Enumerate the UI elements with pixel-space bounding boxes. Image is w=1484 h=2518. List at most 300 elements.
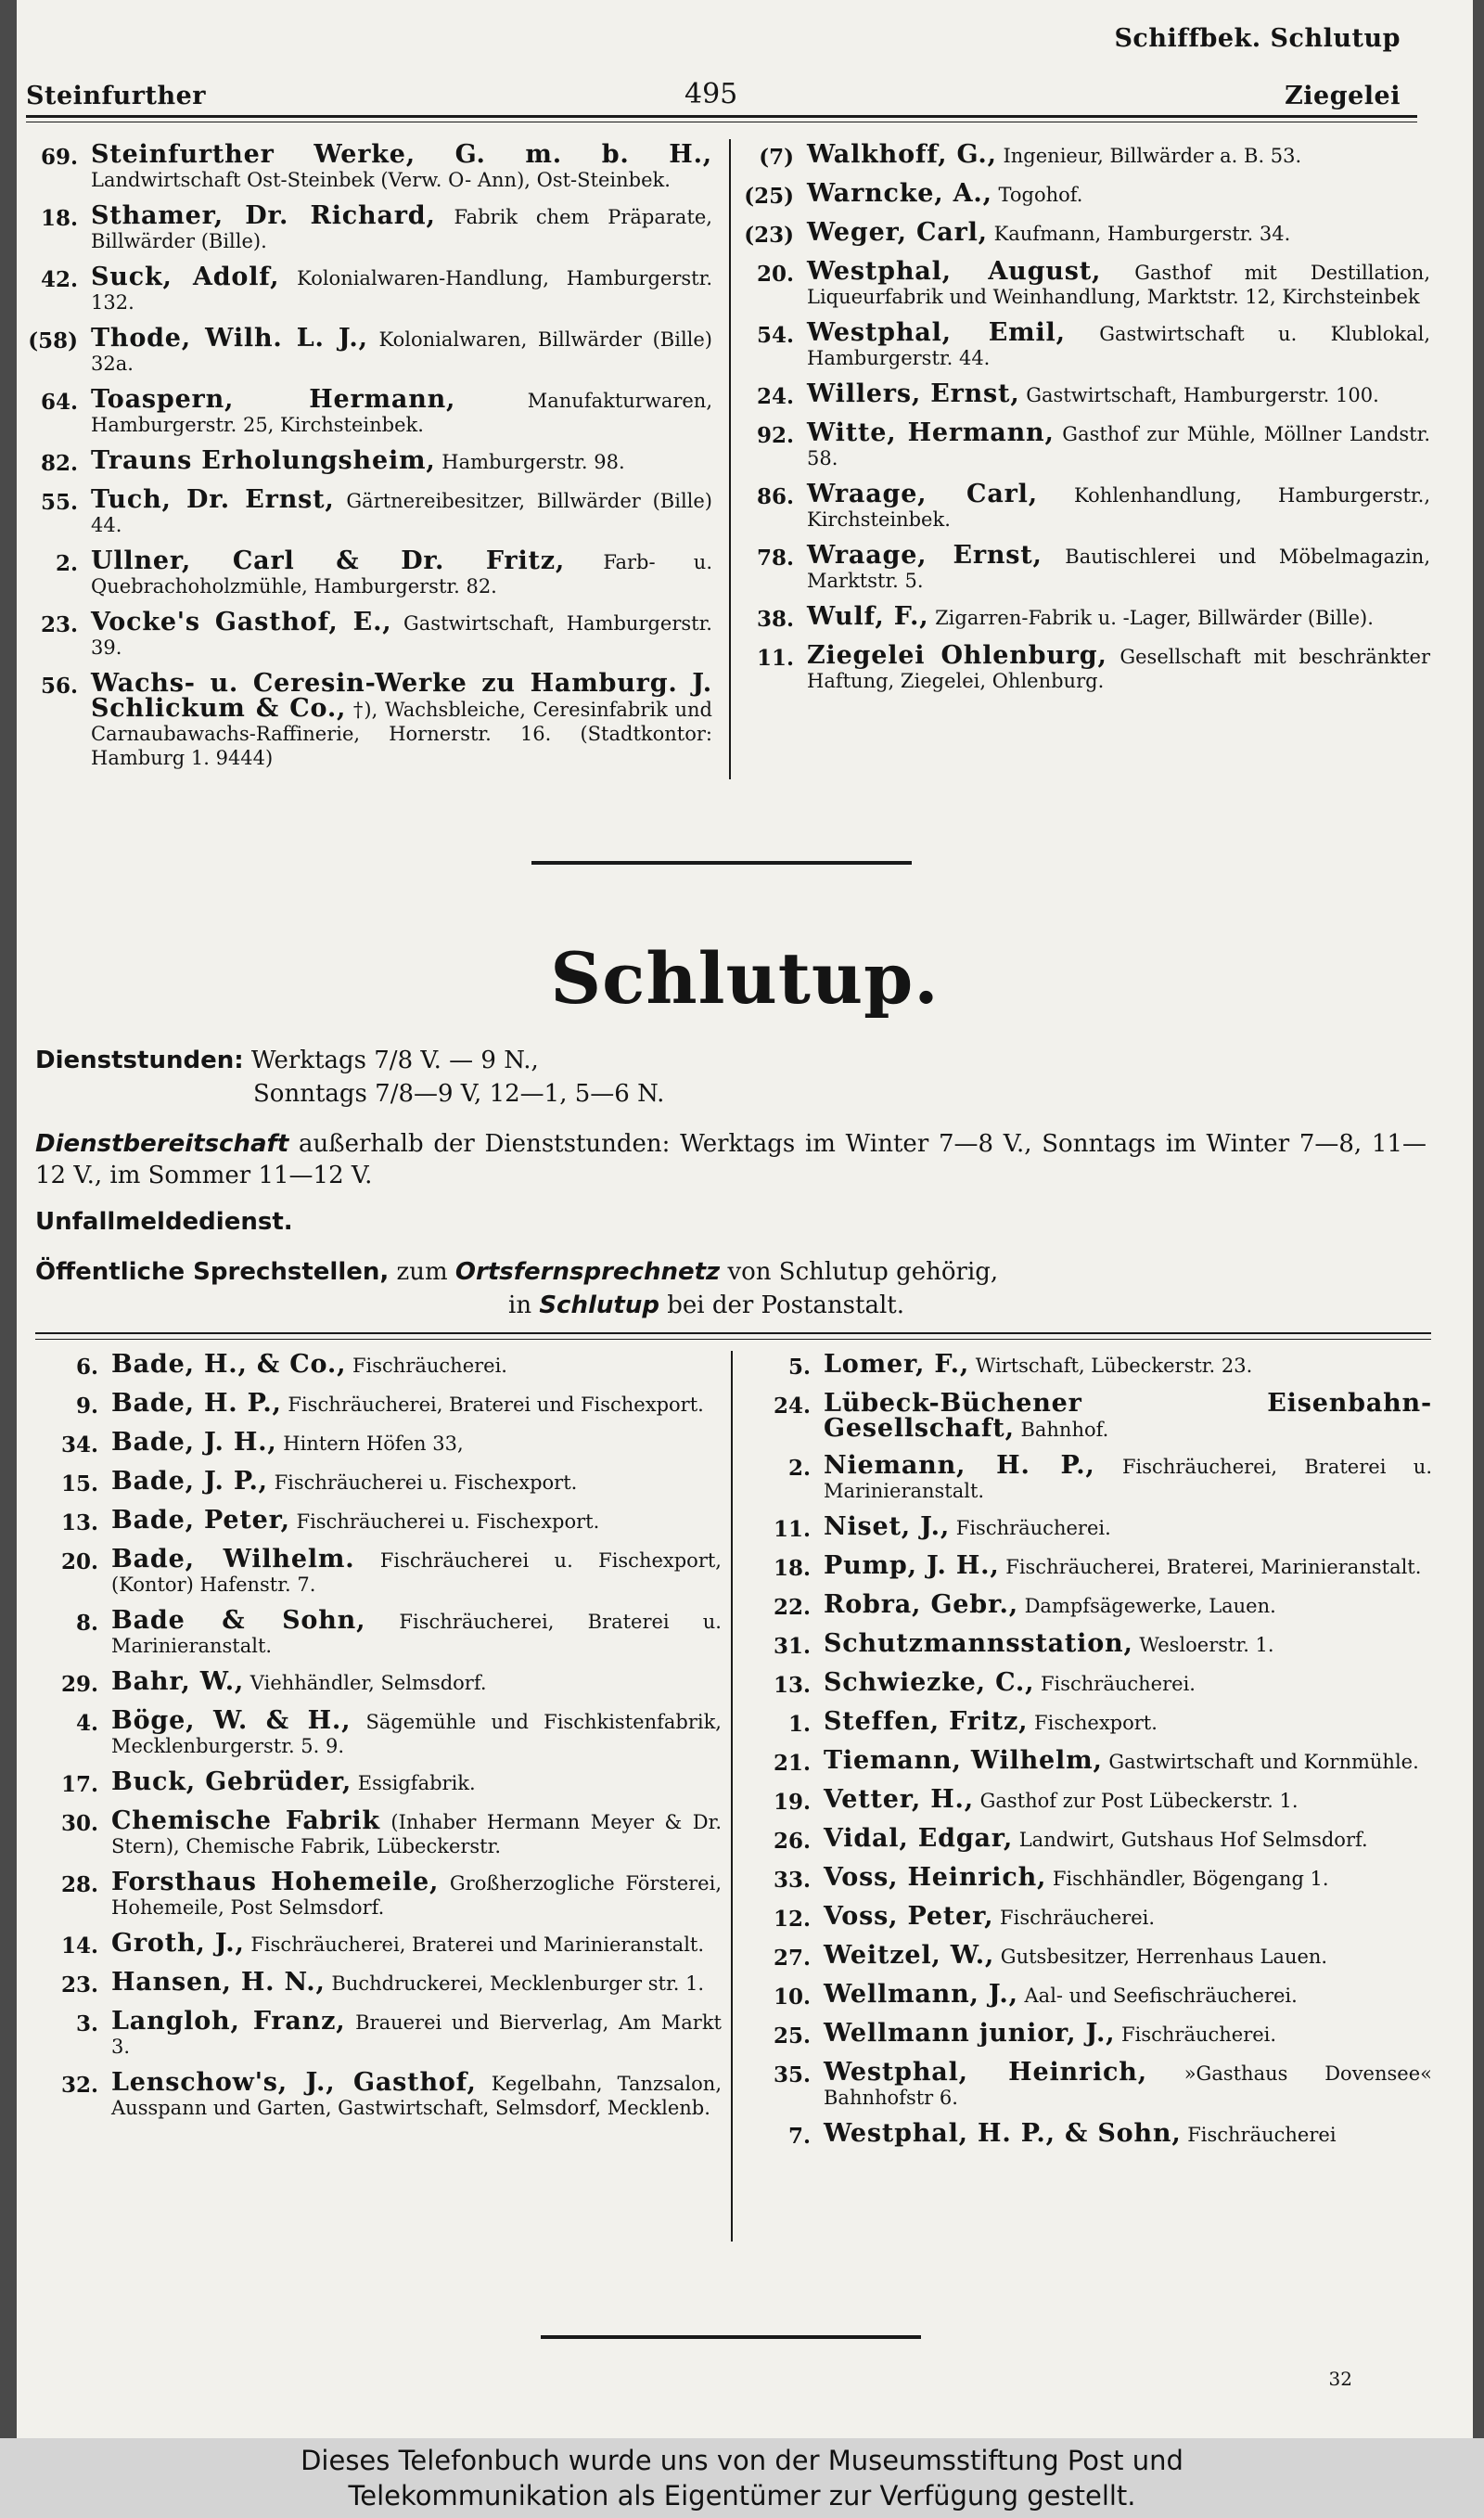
directory-entry <box>37 1467 722 1497</box>
directory-entry <box>37 2007 722 2059</box>
header-right-title: Schiffbek. Schlutup <box>1114 24 1401 53</box>
entry-text <box>807 318 1431 370</box>
directory-entry <box>746 1863 1432 1893</box>
entry-text <box>91 265 712 315</box>
entry-description: Fischräucherei, Braterei und Fischexport. <box>281 1394 704 1416</box>
entry-description: Hamburgerstr. 98. <box>435 451 625 473</box>
public-stations-label: Öffentliche Sprechstellen, <box>35 1258 390 1286</box>
entry-text <box>111 1606 722 1658</box>
entry-number: 14. <box>60 1933 98 1959</box>
entry-number: 33. <box>773 1868 811 1893</box>
entry-number: (7) <box>759 145 794 170</box>
entry-name: Tuch, Dr. Ernst, <box>91 485 335 514</box>
entry-description: Fischräucherei. <box>1034 1673 1196 1695</box>
entry-description: Manufakturwaren, Hamburgerstr. 25, Kirchsteinbek. <box>91 390 712 436</box>
directory-page <box>17 0 1473 2438</box>
entry-name: Weger, Carl, <box>807 218 988 247</box>
entry-name: Böge, W. & H., <box>111 1706 352 1735</box>
entry-text <box>824 1590 1432 1619</box>
entry-text <box>824 1551 1432 1580</box>
header-right-sub: Ziegelei <box>1285 82 1401 110</box>
entry-text <box>91 446 712 475</box>
entry-number: 35. <box>773 2062 811 2088</box>
entry-number: 78. <box>756 546 794 571</box>
entry-description: Wirtschaft, Lübeckerstr. 23. <box>969 1355 1253 1377</box>
top-column-divider <box>729 139 731 779</box>
entry-number: 7. <box>787 2124 811 2149</box>
directory-entry <box>746 1551 1432 1581</box>
entry-text <box>91 610 712 660</box>
entry-text <box>824 1512 1432 1541</box>
entry-text <box>824 1824 1432 1853</box>
directory-entry <box>26 385 712 437</box>
entry-description: Gasthof zur Mühle, Möllner Landstr. 58. <box>807 423 1431 469</box>
entry-number: 32. <box>60 2073 98 2098</box>
entry-name: Ullner, Carl & Dr. Fritz, <box>91 546 566 575</box>
entry-name: Bade, Wilhelm. <box>111 1545 355 1574</box>
entry-text <box>111 2007 722 2059</box>
entry-description: Kolonialwaren-Handlung, Hamburgerstr. 132. <box>91 267 712 314</box>
entry-name: Weitzel, W., <box>824 1941 995 1970</box>
entry-name: Suck, Adolf, <box>91 263 280 291</box>
entry-number: 1. <box>787 1712 811 1737</box>
entry-text <box>824 2019 1432 2048</box>
entry-text <box>91 385 712 437</box>
entry-text <box>111 1506 722 1535</box>
footer-line-2: Telekommunikation als Eigentümer zur Verfügung gestellt. <box>348 2480 1136 2512</box>
entry-description: Dampfsägewerke, Lauen. <box>1017 1595 1276 1617</box>
entry-name: Willers, Ernst, <box>807 379 1020 408</box>
entry-text <box>111 2068 722 2120</box>
entry-name: Langloh, Franz, <box>111 2007 346 2036</box>
entry-description: Gastwirtschaft u. Klublokal, Hamburgerstr. 44. <box>807 323 1431 369</box>
archive-footer <box>0 2438 1484 2518</box>
directory-entry <box>37 1767 722 1797</box>
section-title: Schlutup. <box>550 937 940 1020</box>
directory-entry <box>746 2119 1432 2149</box>
entry-text <box>111 1929 722 1958</box>
entry-number: 21. <box>773 1751 811 1776</box>
entry-description: Gastwirtschaft, Hamburgerstr. 39. <box>91 612 712 659</box>
entry-name: Witte, Hermann, <box>807 418 1055 447</box>
directory-entry <box>746 1746 1432 1776</box>
list-rule <box>35 1332 1431 1334</box>
entry-description: Essigfabrik. <box>352 1772 476 1794</box>
directory-entry <box>26 265 712 315</box>
top-left-column <box>26 140 713 782</box>
entry-name: Voss, Peter, <box>824 1902 994 1931</box>
entry-text <box>111 1467 722 1496</box>
entry-description: Sägemühle und Fischkistenfabrik, Mecklenburgerstr. 5. 9. <box>111 1711 722 1757</box>
directory-entry <box>740 257 1430 309</box>
entry-text <box>824 1707 1432 1736</box>
entry-description: Fischräucherei u. Fischexport. <box>289 1510 600 1533</box>
entry-description: Togohof. <box>991 184 1083 206</box>
entry-name: Ziegelei Ohlenburg, <box>807 641 1107 670</box>
entry-description: Bahnhof. <box>1014 1419 1109 1441</box>
entry-number: 2. <box>787 1456 811 1481</box>
entry-description: Fischräucherei <box>1181 2124 1337 2146</box>
directory-entry <box>37 1706 722 1758</box>
entry-text <box>111 1389 722 1418</box>
entry-description: Fischräucherei u. Fischexport. <box>267 1471 578 1494</box>
entry-number: 24. <box>773 1394 811 1419</box>
entry-name: Westphal, Heinrich, <box>824 2058 1147 2087</box>
entry-name: Chemische Fabrik <box>111 1806 380 1835</box>
directory-entry <box>37 1350 722 1380</box>
entry-text <box>824 1863 1432 1892</box>
entry-name: Toaspern, Hermann, <box>91 385 456 414</box>
entry-text <box>807 602 1430 631</box>
entry-description: (Inhaber Hermann Meyer & Dr. Stern), Chemische Fabrik, Lübeckerstr. <box>111 1811 722 1857</box>
public-stations-location <box>508 1290 904 1321</box>
entry-text <box>807 218 1430 247</box>
entry-name: Lomer, F., <box>824 1350 970 1379</box>
entry-description: Kegelbahn, Tanzsalon, Ausspann und Garten, Gastwirtschaft, Selmsdorf, Mecklenb. <box>111 2073 722 2119</box>
entry-name: Vidal, Edgar, <box>824 1824 1014 1853</box>
entry-number: (23) <box>744 223 794 248</box>
entry-name: Schutzmannsstation, <box>824 1629 1133 1658</box>
entry-number: 3. <box>75 2011 98 2036</box>
entry-text <box>111 1667 722 1696</box>
entry-name: Bade, J. H., <box>111 1428 277 1457</box>
entry-name: Robra, Gebr., <box>824 1590 1018 1619</box>
entry-text <box>824 1980 1432 2009</box>
entry-number: 56. <box>40 674 78 699</box>
entry-name: Bade, Peter, <box>111 1506 290 1535</box>
bottom-right-column <box>746 1350 1432 2161</box>
entry-text <box>824 1668 1432 1697</box>
entry-text <box>824 1902 1432 1931</box>
entry-number: 82. <box>40 451 78 476</box>
directory-entry <box>37 2068 722 2120</box>
entry-number: 5. <box>787 1355 811 1380</box>
directory-entry <box>746 1902 1432 1932</box>
entry-text <box>111 1767 722 1796</box>
top-right-column <box>740 140 1431 705</box>
entry-number: 13. <box>60 1510 98 1535</box>
directory-entry <box>746 2058 1432 2110</box>
entry-text <box>111 1968 722 1997</box>
entry-text <box>111 1545 722 1597</box>
directory-entry <box>26 324 712 376</box>
directory-entry <box>746 1629 1432 1659</box>
entry-text <box>824 1785 1432 1814</box>
entry-number: 23. <box>60 1972 98 1998</box>
directory-entry <box>746 1451 1432 1503</box>
entry-number: 38. <box>756 607 794 632</box>
entry-name: Hansen, H. N., <box>111 1968 326 1997</box>
service-hours-sundays: Sonntags 7/8—9 V, 12—1, 5—6 N. <box>253 1080 665 1108</box>
footer-line-1: Dieses Telefonbuch wurde uns von der Museumsstiftung Post und <box>301 2445 1183 2476</box>
standby-label: Dienstbereitschaft <box>35 1130 289 1158</box>
entry-number: 29. <box>60 1672 98 1697</box>
entry-description: Gärtnereibesitzer, Billwärder (Bille) 44. <box>91 490 712 536</box>
service-hours-label: Dienststunden: <box>35 1047 244 1074</box>
entry-number: 11. <box>773 1517 811 1542</box>
entry-description: Landwirt, Gutshaus Hof Selmsdorf. <box>1013 1829 1368 1851</box>
entry-name: Tiemann, Wilhelm, <box>824 1746 1103 1775</box>
entry-description: Gutsbesitzer, Herrenhaus Lauen. <box>994 1946 1328 1968</box>
entry-description: Ingenieur, Billwärder a. B. 53. <box>996 145 1302 167</box>
entry-number: 27. <box>773 1946 811 1971</box>
entry-description: Gastwirtschaft und Kornmühle. <box>1102 1751 1419 1773</box>
entry-description: Aal- und Seefischräucherei. <box>1017 1985 1298 2007</box>
directory-entry <box>26 446 712 476</box>
entry-description: Fischräucherei, Braterei u. Marinieranstalt. <box>824 1456 1432 1502</box>
entry-description: Fischräucherei. <box>950 1517 1111 1539</box>
entry-number: 24. <box>756 384 794 409</box>
entry-text <box>807 179 1430 208</box>
directory-entry <box>746 1668 1432 1698</box>
entry-name: Schwiezke, C., <box>824 1668 1035 1697</box>
entry-text <box>91 669 713 770</box>
entry-description: Gasthof zur Post Lübeckerstr. 1. <box>973 1790 1298 1812</box>
entry-name: Bade & Sohn, <box>111 1606 366 1635</box>
entry-name: Groth, J., <box>111 1929 245 1958</box>
standby-service <box>35 1128 1426 1191</box>
page-number: 495 <box>684 78 738 110</box>
entry-name: Warncke, A., <box>807 179 992 208</box>
directory-entry <box>37 1870 722 1920</box>
entry-number: 54. <box>756 323 794 348</box>
directory-entry <box>26 485 712 537</box>
entry-name: Vetter, H., <box>824 1785 974 1814</box>
entry-number: 30. <box>60 1811 98 1836</box>
entry-name: Wulf, F., <box>807 602 929 631</box>
entry-description: Wesloerstr. 1. <box>1132 1634 1274 1656</box>
entry-name: Trauns Erholungsheim, <box>91 446 436 475</box>
entry-number: 8. <box>75 1611 98 1636</box>
page-corner-number: 32 <box>1328 2368 1352 2390</box>
entry-number: 9. <box>75 1394 98 1419</box>
directory-entry <box>740 602 1430 632</box>
entry-text <box>91 546 712 598</box>
entry-name: Bade, H. P., <box>111 1389 282 1418</box>
entry-number: 13. <box>773 1673 811 1698</box>
public-stations <box>35 1256 1426 1288</box>
entry-number: 26. <box>773 1829 811 1854</box>
entry-description: Viehhändler, Selmsdorf. <box>244 1672 487 1694</box>
entry-name: Bahr, W., <box>111 1667 245 1696</box>
entry-text <box>807 641 1430 693</box>
entry-text <box>824 1389 1432 1443</box>
entry-description: Kolonialwaren, Billwärder (Bille) 32a. <box>91 328 712 375</box>
entry-number: 18. <box>773 1556 811 1581</box>
public-stations-end: bei der Postanstalt. <box>659 1291 905 1319</box>
entry-description: Kohlenhandlung, Hamburgerstr., Kirchsteinbek. <box>807 484 1430 531</box>
entry-name: Lübeck-Büchener Eisenbahn-Gesellschaft, <box>824 1389 1432 1443</box>
entry-number: 64. <box>40 390 78 415</box>
entry-name: Wachs- u. Ceresin-Werke zu Hamburg. J. Schlickum & Co., <box>91 669 712 723</box>
entry-description: †), Wachsbleiche, Ceresinfabrik und Carnaubawachs-Raffinerie, Hornerstr. 16. (Stadtkontor: Hamburg 1. 9444) <box>91 699 713 769</box>
section-separator <box>531 861 912 865</box>
entry-number: 10. <box>773 1985 811 2010</box>
entry-text <box>824 1350 1432 1379</box>
entry-text <box>807 140 1430 169</box>
entry-name: Bade, H., & Co., <box>111 1350 347 1379</box>
entry-number: 25. <box>773 2023 811 2049</box>
entry-number: 17. <box>60 1772 98 1797</box>
entry-name: Steffen, Fritz, <box>824 1707 1029 1736</box>
directory-entry <box>746 1512 1432 1542</box>
directory-entry <box>740 379 1430 409</box>
entry-name: Pump, J. H., <box>824 1551 1000 1580</box>
directory-entry <box>740 218 1430 248</box>
entry-text <box>824 1746 1432 1775</box>
entry-description: Fischhändler, Bögengang 1. <box>1046 1868 1329 1890</box>
entry-text <box>807 541 1431 593</box>
service-hours-weekdays: Werktags 7/8 V. — 9 N., <box>250 1047 539 1074</box>
entry-name: Bade, J. P., <box>111 1467 268 1496</box>
entry-name: Wellmann, J., <box>824 1980 1018 2009</box>
header-left-title: Steinfurther <box>26 82 207 110</box>
entry-number: (25) <box>744 184 794 209</box>
entry-description: Fischräucherei, Braterei u. Marinieranstalt. <box>111 1611 722 1657</box>
entry-text <box>824 1629 1432 1658</box>
entry-name: Wellmann junior, J., <box>824 2019 1116 2048</box>
entry-text <box>111 1870 722 1920</box>
public-stations-text: von Schlutup gehörig, <box>720 1258 999 1286</box>
entry-text <box>824 1451 1432 1503</box>
directory-entry <box>26 201 712 253</box>
directory-entry <box>740 179 1430 209</box>
entry-name: Lenschow's, J., Gasthof, <box>111 2068 477 2097</box>
entry-number: 18. <box>40 206 78 231</box>
entry-number: 42. <box>40 267 78 292</box>
entry-name: Thode, Wilh. L. J., <box>91 324 368 353</box>
entry-number: 19. <box>773 1790 811 1815</box>
entry-text <box>807 379 1430 408</box>
directory-entry <box>37 1506 722 1535</box>
directory-entry <box>740 318 1431 370</box>
entry-number: 12. <box>773 1907 811 1932</box>
entry-text <box>824 2119 1432 2148</box>
directory-entry <box>26 140 712 192</box>
directory-entry <box>26 546 712 598</box>
entry-number: 28. <box>60 1872 98 1897</box>
entry-text <box>824 2058 1432 2110</box>
accident-service <box>35 1206 293 1238</box>
directory-entry <box>740 418 1431 470</box>
entry-number: 22. <box>773 1595 811 1620</box>
entry-description: Zigarren-Fabrik u. -Lager, Billwärder (Bille). <box>928 607 1374 629</box>
entry-description: Fischexport. <box>1028 1712 1158 1734</box>
directory-entry <box>37 1606 722 1658</box>
entry-text <box>807 257 1430 309</box>
directory-entry <box>746 1590 1432 1620</box>
entry-description: Gesellschaft mit beschränkter Haftung, Ziegelei, Ohlenburg. <box>807 646 1430 692</box>
directory-entry <box>746 2019 1432 2049</box>
entry-number: 2. <box>55 551 78 576</box>
directory-entry <box>26 669 713 770</box>
entry-number: 20. <box>756 262 794 287</box>
bottom-column-divider <box>731 1351 733 2242</box>
entry-description: Farb- u. Quebrachoholzmühle, Hamburgerstr. 82. <box>91 551 712 597</box>
local-network-label: Ortsfernsprechnetz <box>454 1258 721 1286</box>
entry-number: 15. <box>60 1471 98 1497</box>
accident-service-label: Unfallmeldedienst. <box>35 1208 293 1236</box>
entry-number: 92. <box>756 423 794 448</box>
directory-entry <box>740 541 1431 593</box>
public-stations-place: Schlutup <box>539 1291 659 1319</box>
standby-text: außerhalb der Dienststunden: Werktags im Winter 7—8 V., Sonntags im Winter 7—8, 11—12 V., im Sommer 11—12 V. <box>35 1130 1426 1189</box>
bottom-left-column <box>37 1350 722 2132</box>
list-rule-thin <box>35 1339 1431 1340</box>
entry-text <box>807 418 1431 470</box>
entry-name: Steinfurther Werke, G. m. b. H., <box>91 140 712 169</box>
directory-entry <box>26 610 712 660</box>
entry-description: Buchdruckerei, Mecklenburger str. 1. <box>325 1972 705 1995</box>
end-separator <box>541 2335 921 2339</box>
entry-number: 20. <box>60 1549 98 1574</box>
directory-entry <box>746 1389 1432 1443</box>
entry-text <box>91 201 712 253</box>
entry-description: Gastwirtschaft, Hamburgerstr. 100. <box>1019 384 1379 406</box>
entry-description: Fischräucherei, Braterei und Marinieranstalt. <box>244 1933 705 1956</box>
entry-name: Niemann, H. P., <box>824 1451 1095 1480</box>
directory-entry <box>746 1941 1432 1971</box>
entry-description: Fischräucherei. <box>993 1907 1156 1929</box>
entry-text <box>824 1941 1432 1970</box>
public-stations-mid: zum <box>389 1258 455 1286</box>
entry-description: Brauerei und Bierverlag, Am Markt 3. <box>111 2011 722 2058</box>
directory-entry <box>740 482 1430 532</box>
entry-name: Wraage, Carl, <box>807 480 1038 508</box>
entry-name: Westphal, H. P., & Sohn, <box>824 2119 1182 2148</box>
entry-number: (58) <box>28 328 78 353</box>
entry-number: 55. <box>40 490 78 515</box>
entry-number: 31. <box>773 1634 811 1659</box>
directory-entry <box>37 1389 722 1419</box>
entry-description: Kaufmann, Hamburgerstr. 34. <box>987 223 1291 245</box>
entry-description: Bautischlerei und Möbelmagazin, Marktstr. 5. <box>807 546 1431 592</box>
entry-description: Gasthof mit Destillation, Liqueurfabrik und Weinhandlung, Marktstr. 12, Kirchsteinbek <box>807 262 1430 308</box>
entry-number: 23. <box>40 612 78 637</box>
entry-text <box>111 1806 722 1858</box>
entry-description: Hintern Höfen 33, <box>276 1432 464 1455</box>
directory-entry <box>746 1785 1432 1815</box>
entry-number: 6. <box>75 1355 98 1380</box>
service-hours <box>35 1045 1426 1076</box>
entry-description: Landwirtschaft Ost-Steinbek (Verw. O- Ann), Ost-Steinbek. <box>91 169 671 191</box>
directory-entry <box>37 1806 722 1858</box>
entry-description: Fischräucherei u. Fischexport, (Kontor) Hafenstr. 7. <box>111 1549 722 1596</box>
entry-number: 69. <box>40 145 78 170</box>
entry-text <box>111 1706 722 1758</box>
entry-name: Voss, Heinrich, <box>824 1863 1047 1892</box>
directory-entry <box>740 641 1430 693</box>
entry-name: Westphal, Emil, <box>807 318 1066 347</box>
directory-entry <box>740 140 1430 170</box>
header-rule <box>26 115 1417 118</box>
entry-name: Sthamer, Dr. Richard, <box>91 201 436 230</box>
entry-name: Forsthaus Hohemeile, <box>111 1868 440 1896</box>
entry-number: 34. <box>60 1432 98 1458</box>
directory-entry <box>37 1428 722 1458</box>
entry-description: Fabrik chem Präparate, Billwärder (Bille). <box>91 206 712 252</box>
entry-description: Fischräucherei. <box>1115 2023 1277 2046</box>
entry-name: Westphal, August, <box>807 257 1102 286</box>
entry-name: Wraage, Ernst, <box>807 541 1043 570</box>
entry-number: 4. <box>75 1711 98 1736</box>
entry-description: Fischräucherei. <box>346 1355 507 1377</box>
entry-text <box>807 482 1430 532</box>
entry-text <box>111 1428 722 1457</box>
public-stations-in: in <box>508 1291 540 1319</box>
directory-entry <box>746 1707 1432 1737</box>
entry-text <box>111 1350 722 1379</box>
